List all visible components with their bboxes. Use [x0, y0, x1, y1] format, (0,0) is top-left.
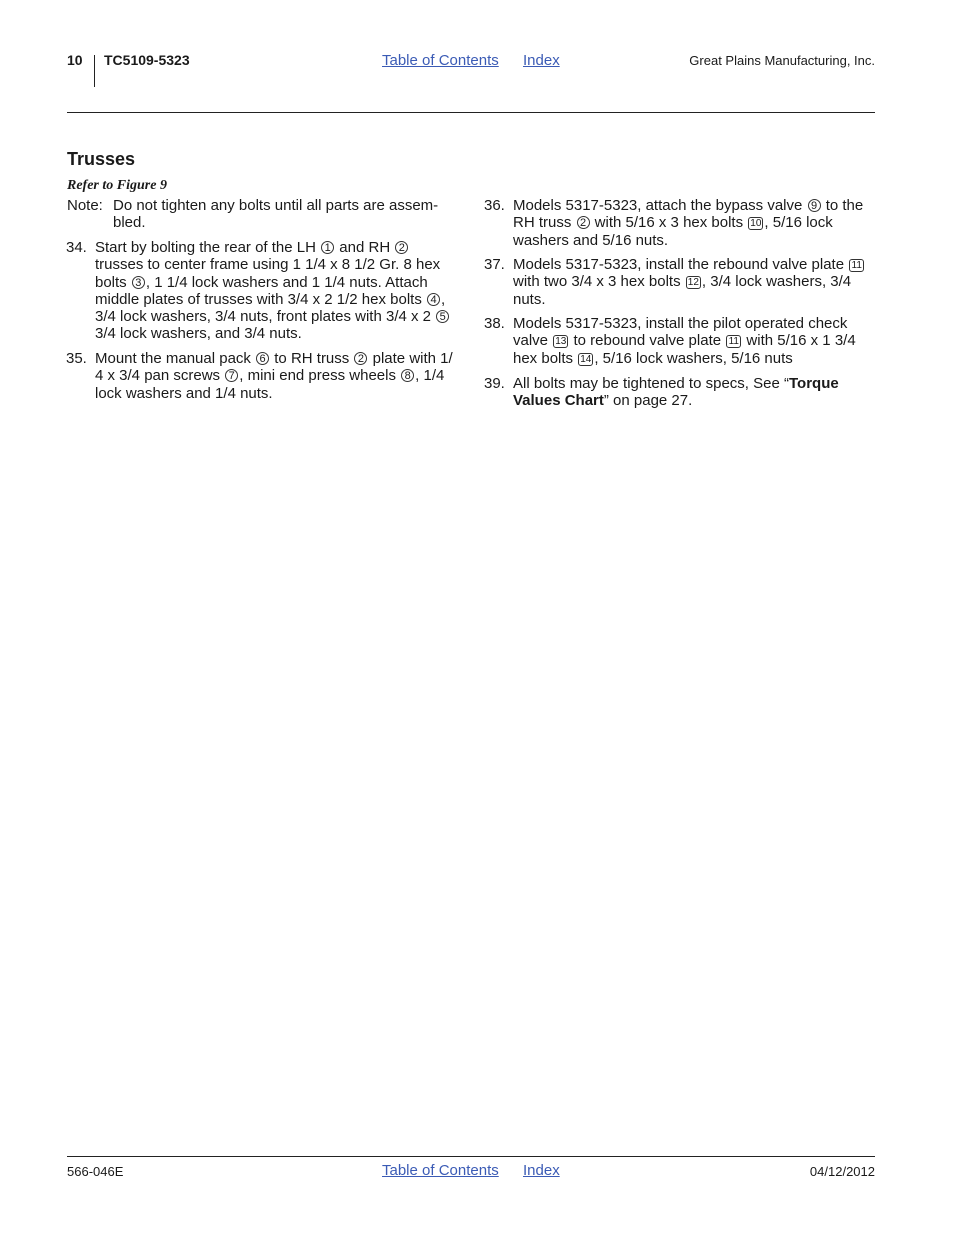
- callout-icon: 14: [580, 353, 592, 365]
- step-number: 37.: [484, 256, 505, 273]
- step-36: 36. Models 5317-5323, attach the bypass valve 9 to the RH truss 2 with 5/16 x 3 hex bolts 10 , 5/16 lock washers and 5/16 nuts.: [484, 197, 864, 249]
- step-38: 38. Models 5317-5323, install the pilot operated check valve 13 to rebound valve plate 11 with 5/16 x 1 3/4 hex bolts 14 , 5/16 lock washers, 5/16 nuts: [484, 315, 856, 367]
- note-text-line2: bled.: [113, 214, 146, 232]
- callout-icon: 11: [849, 259, 864, 272]
- step-number: 38.: [484, 315, 505, 332]
- step-number: 39.: [484, 375, 505, 392]
- callout-icon: 12: [687, 277, 699, 289]
- callout-icon: 3: [132, 276, 145, 289]
- callout-icon: 2: [395, 241, 408, 254]
- section-title: Trusses: [67, 149, 136, 169]
- footer-code: 566-046E: [67, 1164, 124, 1179]
- toc-link[interactable]: Table of Contents: [382, 52, 499, 69]
- header-divider: [94, 55, 95, 87]
- page-number: 10: [67, 52, 83, 68]
- step-number: 36.: [484, 197, 505, 214]
- callout-icon: 7: [225, 369, 238, 382]
- callout-icon: 4: [427, 293, 440, 306]
- note-label: Note:: [67, 197, 103, 214]
- step-35: 35. Mount the manual pack 6 to RH truss 2 plate with 1/ 4 x 3/4 pan screws 7 , mini end press wheels 8 , 1/4 lock washers and 1/4 nuts.: [66, 350, 453, 402]
- torque-chart-link-part2[interactable]: Values Chart: [513, 392, 604, 410]
- torque-chart-link-part1[interactable]: Torque: [788, 375, 839, 392]
- callout-icon: 13: [555, 336, 567, 348]
- index-link[interactable]: Index: [523, 52, 560, 69]
- callout-icon: 2: [577, 216, 590, 229]
- callout-icon: 8: [401, 369, 414, 382]
- footer-toc-link[interactable]: Table of Contents: [382, 1162, 499, 1179]
- callout-icon: 10: [750, 218, 762, 230]
- callout-icon: 11: [726, 335, 741, 348]
- callout-icon: 2: [354, 352, 367, 365]
- note: [67, 197, 459, 232]
- step-39: 39. All bolts may be tightened to specs, See “Torque Values Chart” on page 27.: [484, 375, 839, 410]
- footer-rule: [67, 1156, 875, 1157]
- step-number: 35.: [66, 350, 87, 367]
- step-number: 34.: [66, 239, 87, 256]
- step-37: 37. Models 5317-5323, install the rebound valve plate 11 with two 3/4 x 3 hex bolts 12 , 3/4 lock washers, 3/4 nuts.: [513, 256, 878, 308]
- note-text-line1: Do not tighten any bolts until all parts are assem-: [113, 197, 439, 214]
- callout-icon: 6: [256, 352, 269, 365]
- step-34: 34. Start by bolting the rear of the LH 1 and RH 2 trusses to center frame using 1 1/4 x 8 1/2 Gr. 8 hex bolts 3 , 1 1/4 lock washers and 1 1/4 nuts. Attach middle plates of trusses with 3/4 x 2 1/2 hex bolts 4 , 3/4 lock washers, 3/4 nuts, front plates with 3/4 x 2 5 3/4 lock washers, and 3/4 nuts.: [95, 239, 460, 343]
- callout-icon: 9: [808, 199, 821, 212]
- doc-number: TC5109-5323: [104, 52, 190, 68]
- callout-icon: 5: [436, 310, 449, 323]
- figure-reference: Refer to Figure 9: [67, 178, 167, 193]
- company-name: Great Plains Manufacturing, Inc.: [689, 53, 875, 68]
- callout-icon: 1: [321, 241, 334, 254]
- header-rule: [67, 112, 875, 113]
- footer-date: 04/12/2012: [809, 1164, 875, 1179]
- footer-index-link[interactable]: Index: [523, 1162, 560, 1179]
